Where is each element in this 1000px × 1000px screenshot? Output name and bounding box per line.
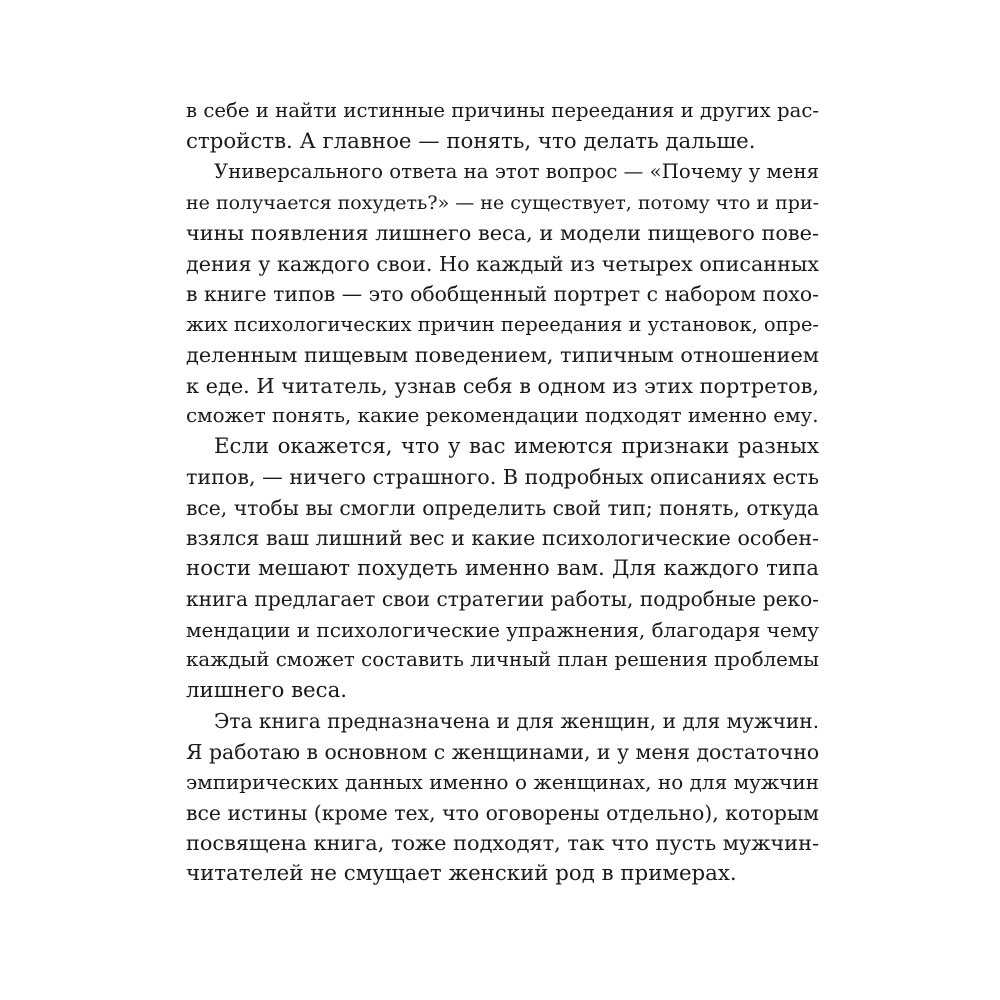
text-line: эмпирических данных именно о женщинах, но для мужчин bbox=[186, 770, 819, 794]
text-line: книга предлагает свои стратегии работы, подробные реко- bbox=[186, 587, 819, 611]
text-line: дения у каждого свои. Но каждый из четырех описанных bbox=[186, 251, 819, 276]
text-line: посвящена книга, тоже подходят, так что пусть мужчин- bbox=[186, 831, 819, 855]
text-line: в себе и найти истинные причины переедания и других рас- bbox=[186, 99, 819, 122]
text-line: мендации и психологические упражнения, благодаря чему bbox=[186, 617, 820, 642]
paragraph-4 bbox=[186, 706, 819, 889]
text-line: все истины (кроме тех, что оговорены отдельно), которым bbox=[186, 800, 820, 825]
text-line: лишнего веса. bbox=[186, 677, 348, 703]
text-line: не получается похудеть?» — не существует, потому что и при- bbox=[186, 191, 820, 214]
text-line: каждый сможет составить личный план решения проблемы bbox=[186, 648, 819, 671]
text-line: жих психологических причин переедания и установок, опре- bbox=[186, 312, 819, 336]
text-line: Эта книга предназначена и для женщин, и для мужчин. bbox=[214, 709, 820, 733]
paragraph-1 bbox=[186, 96, 819, 157]
text-line: к еде. И читатель, узнав себя в одном из этих портретов, bbox=[186, 373, 820, 398]
text-line: чины появления лишнего веса, и модели пищевого пове- bbox=[186, 221, 819, 245]
text-line: все, чтобы вы смогли определить свой тип; понять, откуда bbox=[186, 495, 819, 520]
text-line: типов, — ничего страшного. В подробных описаниях есть bbox=[186, 465, 819, 489]
paragraph-2 bbox=[186, 157, 819, 432]
text-line: ности мешают похудеть именно вам. Для каждого типа bbox=[186, 555, 819, 581]
text-line: Если окажется, что у вас имеются признаки разных bbox=[214, 433, 819, 459]
paragraph-3 bbox=[186, 432, 819, 707]
text-line: Я работаю в основном с женщинами, и у меня достаточно bbox=[186, 739, 820, 764]
text-line: Универсального ответа на этот вопрос — «Почему у меня bbox=[214, 160, 819, 183]
text-line: взялся ваш лишний вес и какие психологические особен- bbox=[186, 526, 819, 550]
book-page-text bbox=[186, 96, 819, 889]
text-line: читателей не смущает женский род в примерах. bbox=[186, 860, 737, 886]
text-line: сможет понять, какие рекомендации подходят именно ему. bbox=[186, 404, 819, 427]
text-line: деленным пищевым поведением, типичным отношением bbox=[186, 343, 819, 367]
text-line: стройств. А главное — понять, что делать дальше. bbox=[186, 128, 756, 154]
text-line: в книге типов — это обобщенный портрет с набором похо- bbox=[186, 282, 819, 306]
